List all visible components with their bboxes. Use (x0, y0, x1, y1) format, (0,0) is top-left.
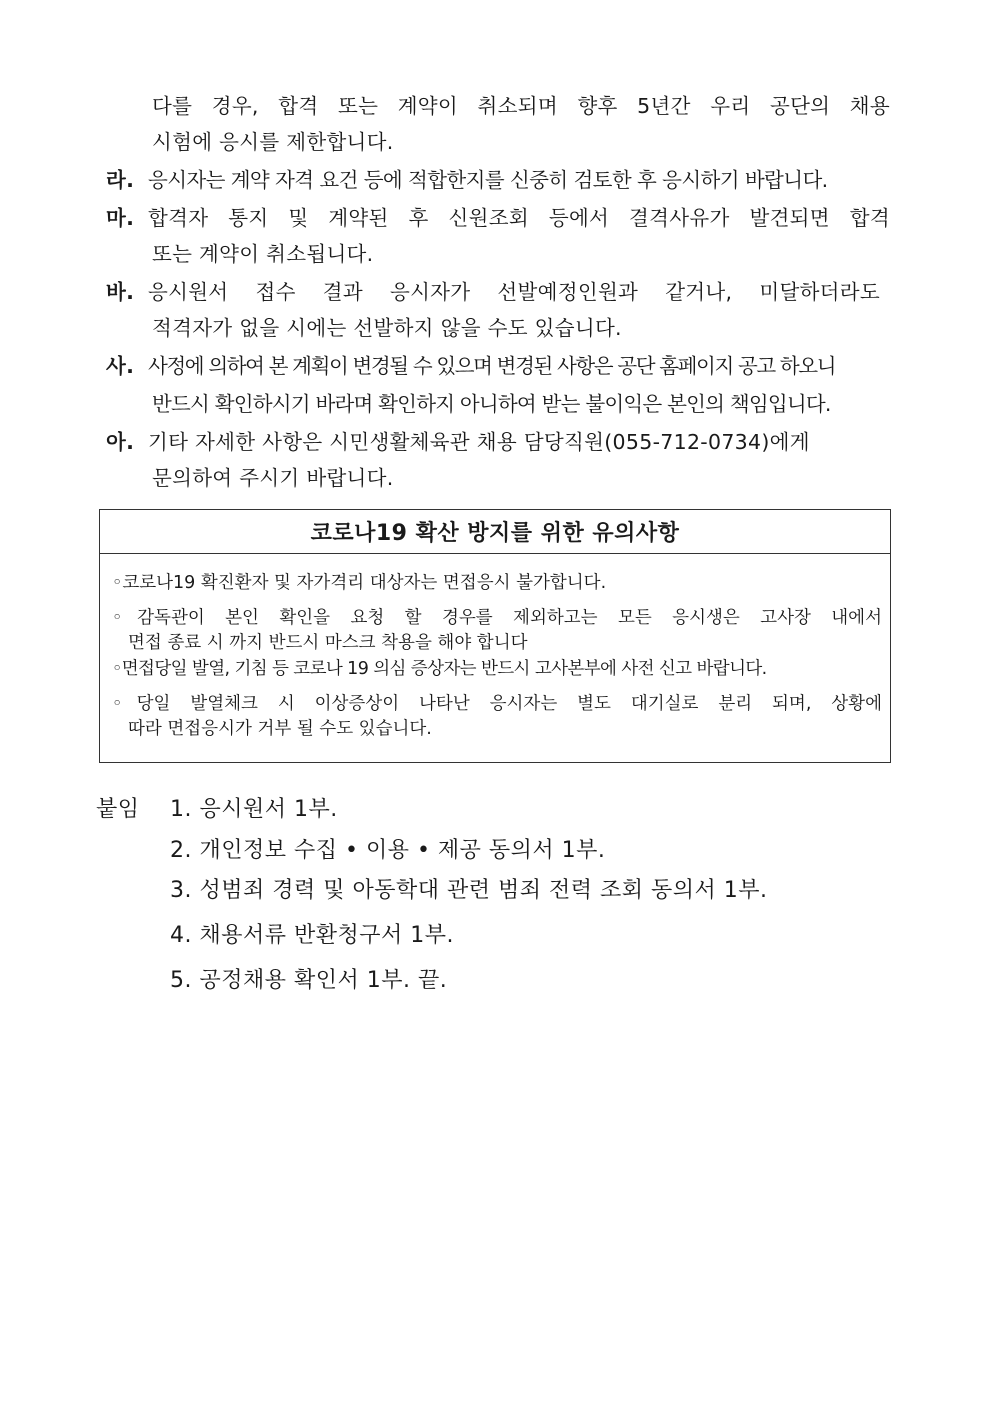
notice-ra-text: 응시자는 계약 자격 요건 등에 적합한지를 신중히 검토한 후 응시하기 바랍니다. (148, 168, 828, 192)
notice-a-text-line1: 기타 자세한 사항은 시민생활체육관 채용 담당직원(055-712-0734)에게 (148, 430, 810, 454)
attachment-item-4: 4. 채용서류 반환청구서 1부. (170, 923, 454, 948)
notice-ma (106, 204, 892, 232)
notice-a-text-line2: 문의하여 주시기 바랍니다. (152, 466, 394, 490)
covid-item-4-line2: 따라 면접응시가 거부 될 수도 있습니다. (128, 719, 432, 739)
covid-item-2-line1: ◦감독관이 본인 확인을 요청 할 경우를 제외하고는 모든 응시생은 고사장 내에서 (112, 608, 882, 628)
attachments-label: 붙임 (96, 797, 140, 822)
notice-ba-text-line1: 응시원서 접수 결과 응시자가 선발예정인원과 같거나, 미달하더라도 (148, 280, 880, 304)
notice-ba-text-line2: 적격자가 없을 시에는 선발하지 않을 수도 있습니다. (152, 316, 622, 340)
attachment-item-5: 5. 공정채용 확인서 1부. 끝. (170, 968, 448, 993)
covid-item-2-line2: 면접 종료 시 까지 반드시 마스크 착용을 해야 합니다 (128, 633, 528, 653)
notice-ma-text-line1: 합격자 통지 및 계약된 후 신원조회 등에서 결격사유가 발견되면 합격 (148, 206, 890, 230)
notice-ra-marker: 라. (106, 168, 135, 192)
attachment-item-1: 1. 응시원서 1부. (170, 797, 338, 822)
notice-ba-marker: 바. (106, 280, 135, 304)
notice-a-marker: 아. (106, 430, 135, 454)
notice-d-continued-line1: 다를 경우, 합격 또는 계약이 취소되며 향후 5년간 우리 공단의 채용 (152, 94, 890, 118)
notice-a (106, 428, 810, 456)
notice-ba (106, 278, 882, 306)
notice-sa-text-line2: 반드시 확인하시기 바라며 확인하지 아니하여 받는 불이익은 본인의 책임입니다. (152, 392, 831, 416)
notice-sa-marker: 사. (106, 354, 135, 378)
notice-sa (106, 352, 894, 380)
attachment-item-2: 2. 개인정보 수집 • 이용 • 제공 동의서 1부. (170, 838, 606, 863)
notice-d-continued-line2: 시험에 응시를 제한합니다. (152, 130, 394, 154)
notice-ma-text-line2: 또는 계약이 취소됩니다. (152, 242, 374, 266)
notice-sa-text-line1: 사정에 의하여 본 계획이 변경될 수 있으며 변경된 사항은 공단 홈페이지 공고 하오니 (148, 354, 836, 378)
covid-notice-title: 코로나19 확산 방지를 위한 유의사항 (100, 510, 890, 554)
covid-item-3: ◦면접당일 발열, 기침 등 코로나 19 의심 증상자는 반드시 고사본부에 사전 신고 바랍니다. (112, 659, 767, 679)
attachment-item-3: 3. 성범죄 경력 및 아동학대 관련 범죄 전력 조회 동의서 1부. (170, 878, 768, 903)
covid-notice-box (99, 509, 891, 763)
notice-ma-marker: 마. (106, 206, 135, 230)
covid-item-4-line1: ◦당일 발열체크 시 이상증상이 나타난 응시자는 별도 대기실로 분리 되며, 상황에 (112, 694, 882, 714)
covid-item-1: ◦코로나19 확진환자 및 자가격리 대상자는 면접응시 불가합니다. (112, 573, 607, 593)
notice-ra (106, 166, 828, 194)
